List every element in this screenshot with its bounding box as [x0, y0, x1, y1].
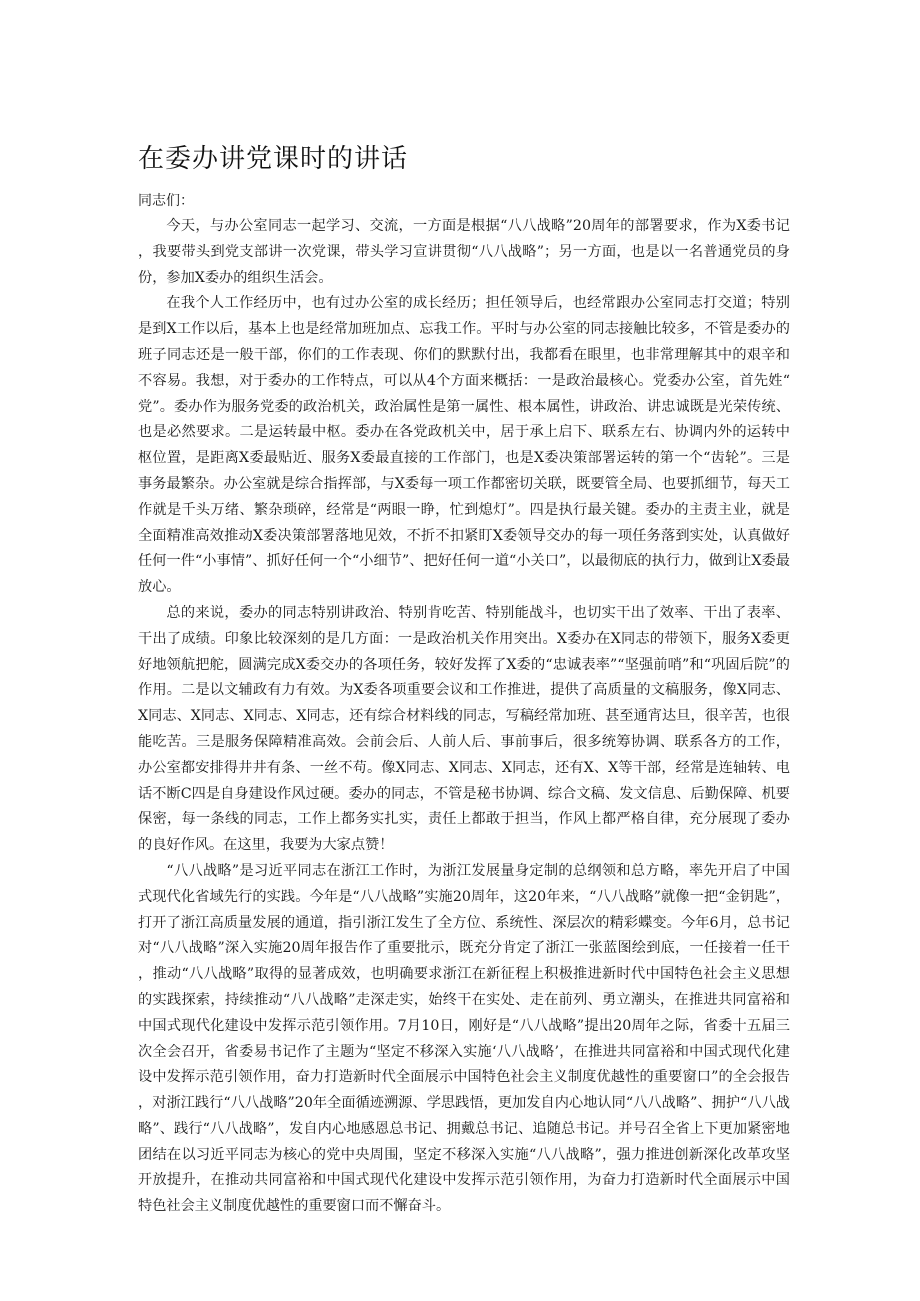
document-body: [138, 214, 790, 1220]
paragraph-opening: 今天，与办公室同志一起学习、交流，一方面是根据“八八战略”20周年的部署要求，作为X委书记，我要带头到党支部讲一次党课，带头学习宣讲贯彻“八八战略”；另一方面，也是以一名普通党员的身份，参加X委办的组织生活会。: [138, 218, 790, 286]
paragraph-office-achievements: 总的来说，委办的同志特别讲政治、特别肯吃苦、特别能战斗，也切实干出了效率、干出了表率、干出了成绩。印象比较深刻的是几方面：一是政治机关作用突出。X委办在X同志的带领下，服务X委更好地领航把舵，圆满完成X委交办的各项任务，较好发挥了X委的“忠诚表率”“坚强前哨”和“巩固后院”的作用。二是以文辅政有力有效。为X委各项重要会议和工作推进，提供了高质量的文稿服务，像X同志、X同志、X同志、X同志、X同志，还有综合材料线的同志，写稿经常加班、甚至通宵达旦，很辛苦，也很能吃苦。三是服务保障精准高效。会前会后、人前人后、事前事后，很多统筹协调、联系各方的工作，办公室都安排得井井有条、一丝不苟。像X同志、X同志、X同志，还有X、X等干部，经常是连轴转、电话不断C四是自身建设作风过硬。委办的同志，不管是秘书协调、综合文稿、发文信息、后勤保障、机要保密，每一条线的同志，工作上都务实扎实，责任上都敢于担当，作风上都严格自律，充分展现了委办的良好作风。在这里，我要为大家点赞！: [138, 604, 790, 854]
paragraph-office-characteristics: 在我个人工作经历中，也有过办公室的成长经历；担任领导后，也经常跟办公室同志打交道；特别是到X工作以后，基本上也是经常加班加点、忘我工作。平时与办公室的同志接触比较多，不管是委办的班子同志还是一般干部，你们的工作表现、你们的默默付出，我都看在眼里，也非常理解其中的艰辛和不容易。我想，对于委办的工作特点，可以从4个方面来概括：一是政治最核心。党委办公室，首先姓“党”。委办作为服务党委的政治机关，政治属性是第一属性、根本属性，讲政治、讲忠诚既是光荣传统、也是必然要求。二是运转最中枢。委办在各党政机关中，居于承上启下、联系左右、协调内外的运转中枢位置，是距离X委最贴近、服务X委最直接的工作部门，也是X委决策部署运转的第一个“齿轮”。三是事务最繁杂。办公室就是综合指挥部，与X委每一项工作都密切关联，既要管全局、也要抓细节，每天工作就是千头万绪、繁杂琐碎，经常是“两眼一睁，忙到熄灯”。四是执行最关键。委办的主责主业，就是全面精准高效推动X委决策部署落地见效，不折不扣紧盯X委领导交办的每一项任务落到实处，认真做好任何一件“小事情”、抓好任何一个“小细节”、把好任何一道“小关口”，以最彻底的执行力，做到让X委最放心。: [138, 295, 790, 596]
salutation: 同志们：: [138, 193, 194, 209]
paragraph-baba-strategy: “八八战略”是习近平同志在浙江工作时，为浙江发展量身定制的总纲领和总方略，率先开启了中国式现代化省域先行的实践。今年是“八八战略”实施20周年，这20年来，“八八战略”就像一把“金钥匙”，打开了浙江高质量发展的通道，指引浙江发生了全方位、系统性、深层次的精彩蝶变。今年6月，总书记对“八八战略”深入实施20周年报告作了重要批示，既充分肯定了浙江一张蓝图绘到底，一任接着一任干，推动“八八战略”取得的显著成效，也明确要求浙江在新征程上积极推进新时代中国特色社会主义思想的实践探索，持续推动“八八战略”走深走实，始终干在实处、走在前列、勇立潮头，在推进共同富裕和中国式现代化建设中发挥示范引领作用。7月10日，刚好是“八八战略”提出20周年之际，省委十五届三次全会召开，省委易书记作了主题为“坚定不移深入实施‘八八战略’，在推进共同富裕和中国式现代化建设中发挥示范引领作用，奋力打造新时代全面展示中国特色社会主义制度优越性的重要窗口”的全会报告，对浙江践行“八八战略”20年全面循迹溯源、学思践悟，更加发自内心地认同“八八战略”、拥护“八八战略”、践行“八八战略”，发自内心地感恩总书记、拥戴总书记、追随总书记。并号召全省上下更加紧密地团结在以习近平同志为核心的党中央周围，坚定不移深入实施“八八战略”，强力推进创新深化改革攻坚开放提升，在推动共同富裕和中国式现代化建设中发挥示范引领作用，为奋力打造新时代全面展示中国特色社会主义制度优越性的重要窗口而不懈奋斗。: [138, 862, 790, 1215]
document-title: 在委办讲党课时的讲话: [138, 144, 409, 174]
